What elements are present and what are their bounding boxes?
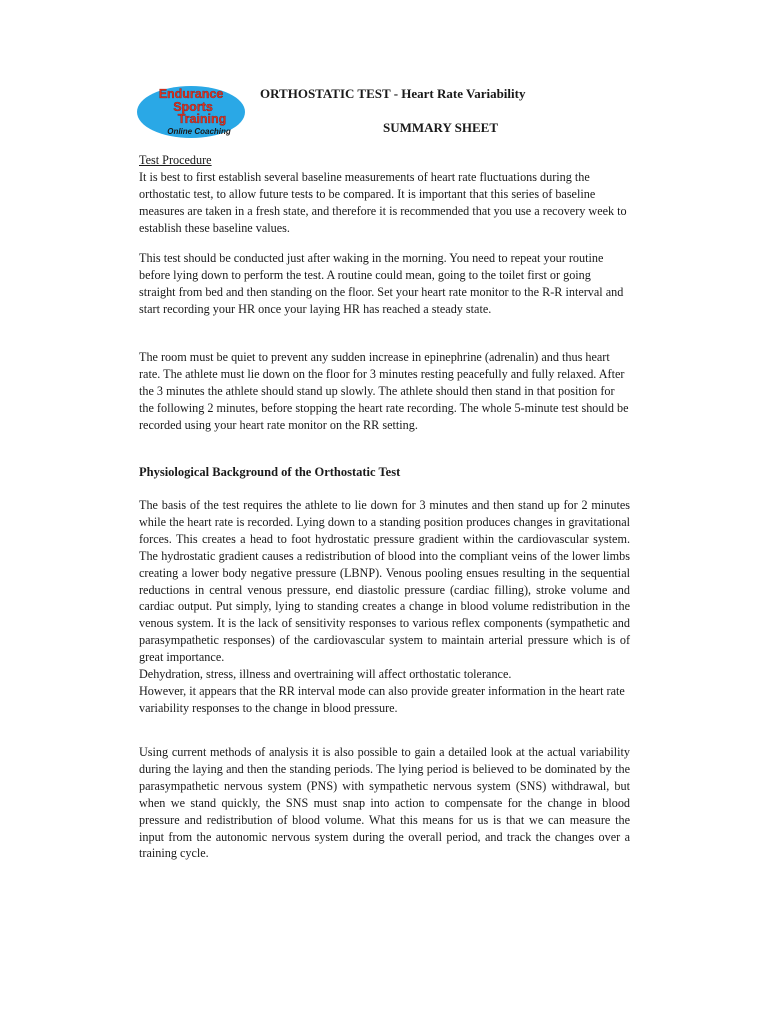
procedure-block-1 [139,152,630,237]
background-paragraph-1b: Dehydration, stress, illness and overtraining will affect orthostatic tolerance. [139,667,512,682]
procedure-heading: Test Procedure [139,153,212,167]
procedure-paragraph-3: The room must be quiet to prevent any sudden increase in epinephrine (adrenalin) and thus heart rate. The athlete must lie down on the floor for 3 minutes resting peacefully and fully relaxed. After the 3 minutes the athlete should stand up slowly. The athlete should then stand in that position for the following 2 minutes, before stopping the heart rate recording. The whole 5-minute test should be recorded using your heart rate monitor on the RR setting. [139,350,629,432]
document-subtitle: SUMMARY SHEET [383,120,498,135]
background-paragraph-1: The basis of the test requires the athlete to lie down for 3 minutes and then stand up for 2 minutes while the heart rate is recorded. Lying down to a standing position produces changes in gravitational forces. This creates a head to foot hydrostatic pressure gradient within the cardiovascular system. The hydrostatic gradient causes a redistribution of blood into the compliant veins of the lower limbs creating a lower body negative pressure (LBNP). Venous pooling ensues resulting in the sequential reductions in central venous pressure, end diastolic pressure (cardiac filling), stroke volume and cardiac output. Put simply, lying to standing creates a change in blood volume redistribution in the venous system. It is the lack of sensitivity responses to various reflex components (sympathetic and parasympathetic responses) of the cardiovascular system to maintain arterial pressure which is of great importance. [139,498,630,665]
background-block-1 [139,497,630,717]
endurance-sports-training-logo [136,84,246,140]
logo-line3: Training [177,112,227,126]
logo-line1: Endurance [158,87,224,101]
background-paragraph-2: Using current methods of analysis it is also possible to gain a detailed look at the actual variability during the laying and then the standing periods. The lying period is believed to be dominated by the parasympathetic nervous system (PNS) with sympathetic nervous system (SNS) withdrawal, but when we stand quickly, the SNS must snap into action to compensate for the change in blood pressure and redistribution of blood volume. What this means for us is that we can measure the input from the autonomic nervous system during the overall period, and track the changes over a training cycle. [139,745,630,861]
document-title: ORTHOSTATIC TEST - Heart Rate Variability [260,86,526,101]
logo-line2: Sports [173,100,213,114]
procedure-paragraph-1: It is best to first establish several baseline measurements of heart rate fluctuations during the orthostatic test, to allow future tests to be compared. It is important that this series of baseline measures are taken in a fresh state, and therefore it is recommended that you use a recovery week to establish these baseline values. [139,169,627,235]
procedure-paragraph-2: This test should be conducted just after waking in the morning. You need to repeat your routine before lying down to perform the test. A routine could mean, going to the toilet first or going straight from bed and then standing on the floor. Set your heart rate monitor to the R-R interval and start recording your HR once your laying HR has reached a steady state. [139,251,624,316]
background-paragraph-1c: However, it appears that the RR interval mode can also provide greater information in the heart rate variability responses to the change in blood pressure. [139,683,625,715]
section-heading-background: Physiological Background of the Orthostatic Test [139,465,401,479]
logo-tagline: Online Coaching [167,127,231,136]
logo-graphic [136,84,246,140]
